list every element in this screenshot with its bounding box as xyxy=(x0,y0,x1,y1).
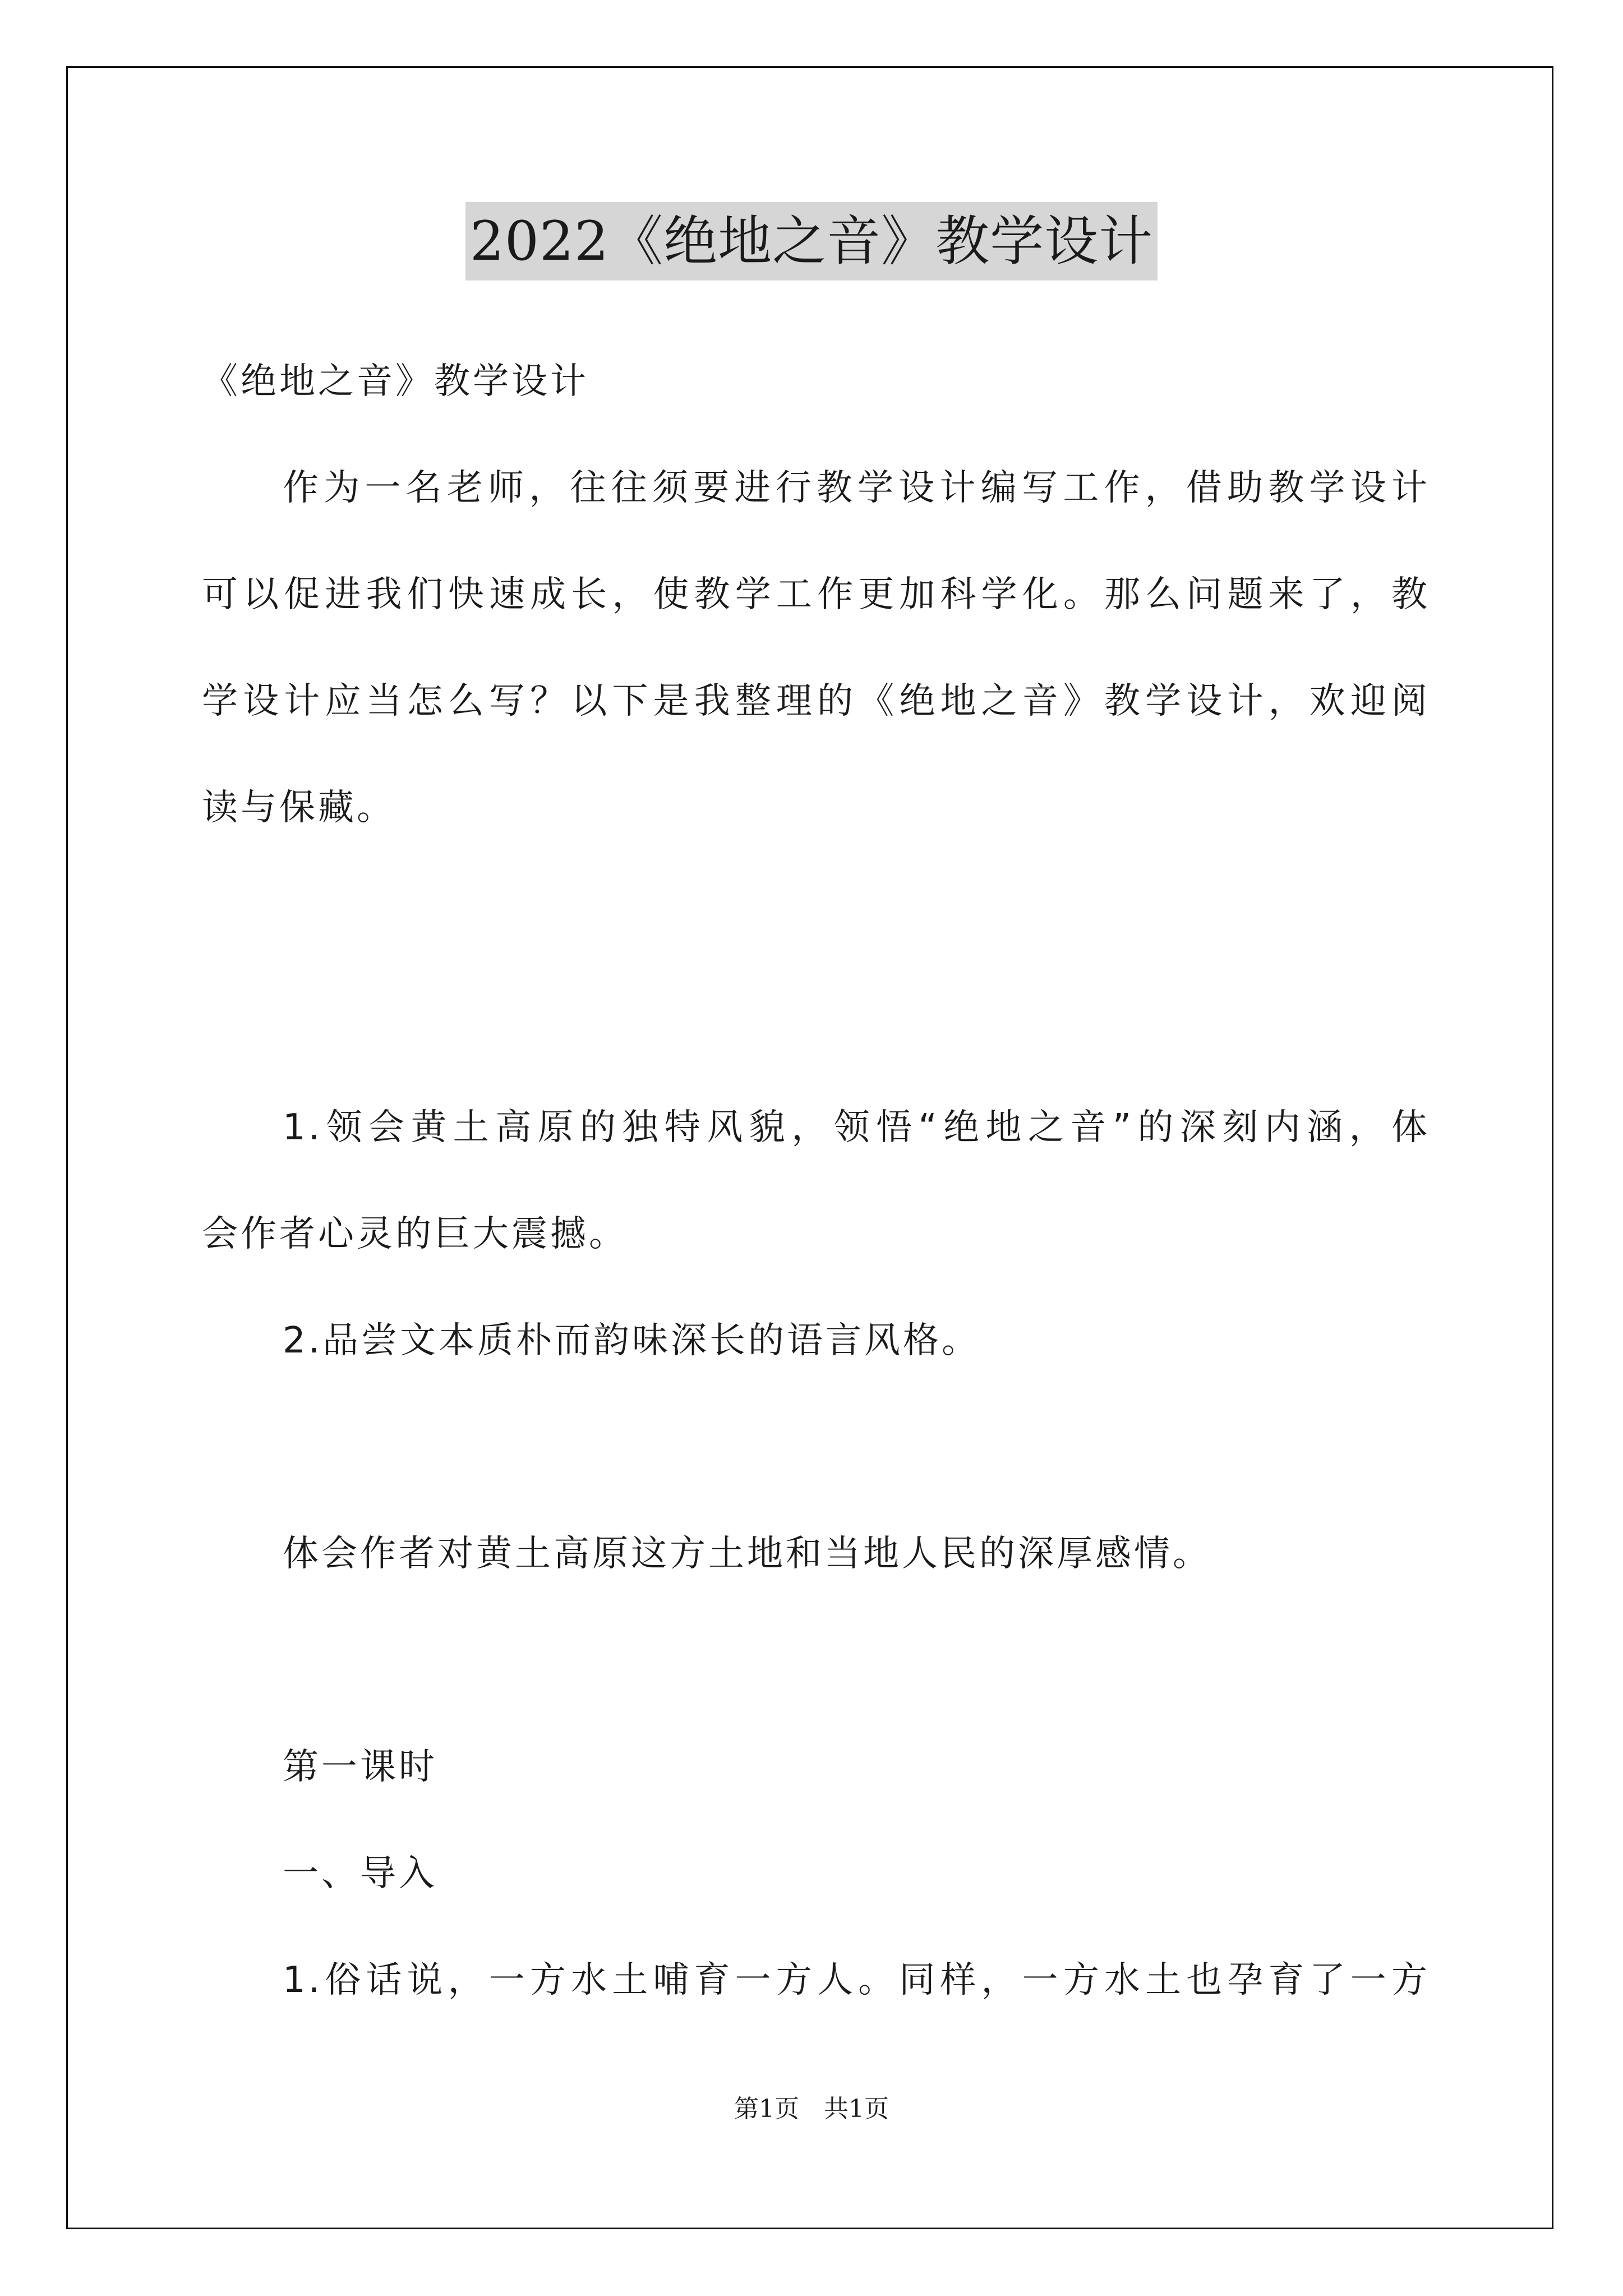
emotion-goal-line: 体会作者对黄土高原这方土地和当地人民的深厚感情。 xyxy=(283,1533,1211,1575)
paragraph-line: 1.俗话说，一方水土哺育一方人。同样，一方水土也孕育了一方 xyxy=(283,1959,1430,2001)
lesson-heading: 第一课时 xyxy=(283,1746,437,1788)
objective-line: 1.领会黄土高原的独特风貌，领悟“绝地之音”的深刻内涵，体 xyxy=(283,1107,1430,1148)
paragraph-line: 作为一名老师，往往须要进行教学设计编写工作，借助教学设计 xyxy=(283,467,1430,509)
page-footer: 第1页 共1页 xyxy=(734,2095,889,2123)
title-container xyxy=(0,202,1623,280)
paragraph-line: 读与保藏。 xyxy=(202,787,395,829)
paragraph-line: 学设计应当怎么写？以下是我整理的《绝地之音》教学设计，欢迎阅 xyxy=(202,680,1430,722)
section-heading: 一、导入 xyxy=(283,1853,437,1894)
paragraph-line: 可以促进我们快速成长，使教学工作更加科学化。那么问题来了，教 xyxy=(202,574,1430,615)
document-title: 2022《绝地之音》教学设计 xyxy=(465,202,1158,280)
objective-line: 2.品尝文本质朴而韵味深长的语言风格。 xyxy=(283,1320,981,1361)
objective-line: 会作者心灵的巨大震撼。 xyxy=(202,1213,628,1255)
document-subtitle: 《绝地之音》教学设计 xyxy=(202,361,589,402)
